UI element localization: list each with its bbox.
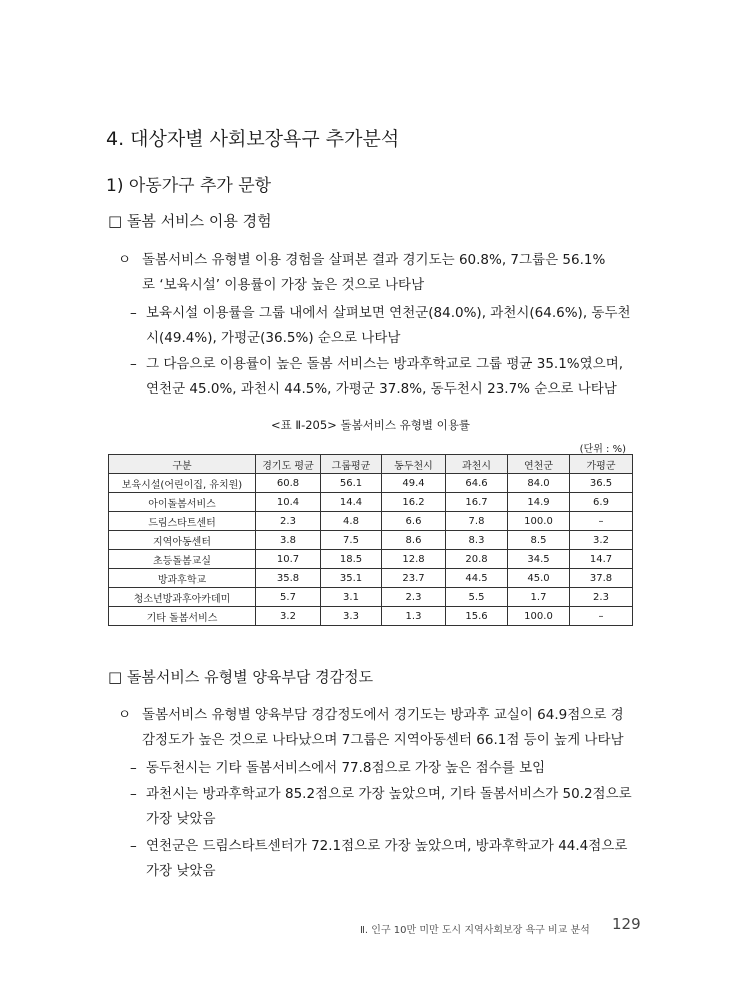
point-text-line2: 로 ‘보육시설’ 이용률이 가장 높은 것으로 나타남 [142, 277, 425, 293]
table-cell: 6.6 [382, 512, 446, 531]
row-label: 아이돌봄서비스 [109, 493, 256, 512]
table-cell: 16.7 [446, 493, 508, 512]
running-footer: Ⅱ. 인구 10만 미만 도시 지역사회보장 욕구 비교 분석 [360, 925, 590, 936]
header-cell: 구분 [109, 455, 256, 474]
header-cell: 동두천시 [382, 455, 446, 474]
table-cell: 10.4 [256, 493, 321, 512]
table-cell: 20.8 [446, 550, 508, 569]
main-point [118, 248, 605, 298]
table-cell: 44.5 [446, 569, 508, 588]
circle-bullet-icon: ㅇ [118, 252, 132, 268]
dash-bullet-icon: – [130, 356, 137, 372]
sub-point-1 [130, 301, 631, 351]
page-number: 129 [612, 915, 641, 933]
point-2-line2: 감정도가 높은 것으로 나타났으며 7그룹은 지역아동센터 66.1점 등이 높게 나타남 [142, 732, 624, 748]
table-cell: 10.7 [256, 550, 321, 569]
table-cell: 60.8 [256, 474, 321, 493]
topic-title-care-experience: □ 돌봄 서비스 이용 경험 [108, 212, 272, 230]
table-header-row [109, 455, 633, 474]
section-heading: 4. 대상자별 사회보장욕구 추가분석 [106, 128, 400, 150]
table-cell: 12.8 [382, 550, 446, 569]
table-cell: 4.8 [321, 512, 382, 531]
table-cell: 6.9 [570, 493, 633, 512]
table-row [109, 474, 633, 493]
table-row [109, 493, 633, 512]
table-cell: 45.0 [508, 569, 570, 588]
table-row [109, 607, 633, 626]
sub-point-4-line1: 과천시는 방과후학교가 85.2점으로 가장 높았으며, 기타 돌봄서비스가 50.2점으로 [146, 786, 632, 802]
table-cell: 16.2 [382, 493, 446, 512]
row-label: 방과후학교 [109, 569, 256, 588]
dash-bullet-icon: – [130, 838, 137, 854]
table-row [109, 512, 633, 531]
table-cell: 56.1 [321, 474, 382, 493]
point-2-line1: 돌봄서비스 유형별 양육부담 경감정도에서 경기도는 방과후 교실이 64.9점으로 경 [142, 707, 624, 723]
sub-point-5-line2: 가장 낮았음 [146, 863, 216, 879]
sub-point-5 [130, 834, 627, 884]
sub-point-1-line2: 시(49.4%), 가평군(36.5%) 순으로 나타남 [146, 330, 401, 346]
circle-bullet-icon: ㅇ [118, 707, 132, 723]
dash-bullet-icon: – [130, 786, 137, 802]
sub-point-2-line1: 그 다음으로 이용률이 높은 돌봄 서비스는 방과후학교로 그룹 평균 35.1%였으며, [146, 356, 624, 372]
table-row [109, 588, 633, 607]
table-cell: 14.4 [321, 493, 382, 512]
row-label: 보육시설(어린이집, 유치원) [109, 474, 256, 493]
header-cell: 연천군 [508, 455, 570, 474]
sub-point-1-line1: 보육시설 이용률을 그룹 내에서 살펴보면 연천군(84.0%), 과천시(64.6%), 동두천 [146, 305, 631, 321]
table-cell: 15.6 [446, 607, 508, 626]
table-cell: 8.3 [446, 531, 508, 550]
row-label: 지역아동센터 [109, 531, 256, 550]
table-cell: 49.4 [382, 474, 446, 493]
header-cell: 경기도 평균 [256, 455, 321, 474]
header-cell: 그룹평균 [321, 455, 382, 474]
table-cell: – [570, 607, 633, 626]
table-cell: 3.2 [570, 531, 633, 550]
sub-point-3 [130, 756, 545, 781]
table-cell: 8.6 [382, 531, 446, 550]
table-cell: 100.0 [508, 607, 570, 626]
table-cell: 37.8 [570, 569, 633, 588]
table-cell: 8.5 [508, 531, 570, 550]
table-cell: 3.3 [321, 607, 382, 626]
table-cell: 18.5 [321, 550, 382, 569]
table-cell: 3.2 [256, 607, 321, 626]
table-cell: 84.0 [508, 474, 570, 493]
sub-point-4 [130, 782, 632, 832]
table-cell: 1.7 [508, 588, 570, 607]
table-cell: 2.3 [382, 588, 446, 607]
table-cell: 2.3 [256, 512, 321, 531]
sub-point-3-line1: 동두천시는 기타 돌봄서비스에서 77.8점으로 가장 높은 점수를 보임 [146, 760, 546, 776]
table-cell: 14.9 [508, 493, 570, 512]
table-cell: 5.7 [256, 588, 321, 607]
header-cell: 가평군 [570, 455, 633, 474]
topic-title-burden-relief: □ 돌봄서비스 유형별 양육부담 경감정도 [108, 668, 374, 686]
dash-bullet-icon: – [130, 760, 137, 776]
table-row [109, 569, 633, 588]
point-text-line1: 돌봄서비스 유형별 이용 경험을 살펴본 결과 경기도는 60.8%, 7그룹은 56.1% [142, 252, 606, 268]
sub-point-2 [130, 352, 623, 402]
table-cell: 3.1 [321, 588, 382, 607]
table-cell: – [570, 512, 633, 531]
table-cell: 36.5 [570, 474, 633, 493]
table-cell: 64.6 [446, 474, 508, 493]
sub-point-2-line2: 연천군 45.0%, 과천시 44.5%, 가평군 37.8%, 동두천시 23.7% 순으로 나타남 [146, 381, 617, 397]
dash-bullet-icon: – [130, 305, 137, 321]
sub-point-4-line2: 가장 낮았음 [146, 811, 216, 827]
row-label: 초등돌봄교실 [109, 550, 256, 569]
subsection-heading: 1) 아동가구 추가 문항 [106, 176, 272, 196]
table-cell: 7.5 [321, 531, 382, 550]
table-cell: 3.8 [256, 531, 321, 550]
usage-rate-table [108, 454, 633, 626]
row-label: 드림스타트센터 [109, 512, 256, 531]
table-row [109, 550, 633, 569]
table-cell: 1.3 [382, 607, 446, 626]
table-cell: 5.5 [446, 588, 508, 607]
main-point-2 [118, 703, 624, 753]
table-unit: (단위 : %) [579, 444, 626, 455]
table-cell: 23.7 [382, 569, 446, 588]
table-cell: 35.8 [256, 569, 321, 588]
table-cell: 34.5 [508, 550, 570, 569]
table-cell: 7.8 [446, 512, 508, 531]
table-cell: 2.3 [570, 588, 633, 607]
row-label: 기타 돌봄서비스 [109, 607, 256, 626]
table-cell: 100.0 [508, 512, 570, 531]
header-cell: 과천시 [446, 455, 508, 474]
row-label: 청소년방과후아카데미 [109, 588, 256, 607]
table-row [109, 531, 633, 550]
table-cell: 35.1 [321, 569, 382, 588]
sub-point-5-line1: 연천군은 드림스타트센터가 72.1점으로 가장 높았으며, 방과후학교가 44.4점으로 [146, 838, 628, 854]
table-caption: <표 Ⅱ-205> 돌봄서비스 유형별 이용률 [271, 418, 470, 432]
table-cell: 14.7 [570, 550, 633, 569]
